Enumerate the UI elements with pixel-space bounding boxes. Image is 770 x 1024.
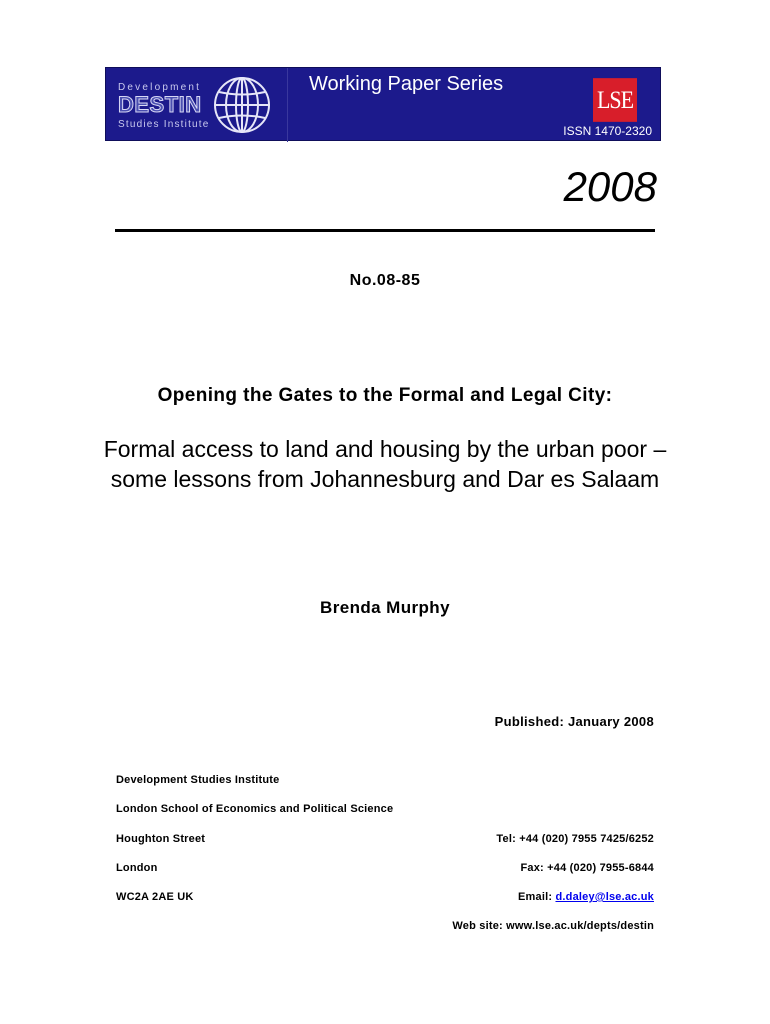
- destin-logo-top-text: Development: [118, 82, 202, 93]
- email-link[interactable]: d.daley@lse.ac.uk: [555, 891, 654, 903]
- globe-icon: [212, 75, 272, 135]
- address-street: Houghton Street: [116, 833, 206, 845]
- contact-fax: Fax: +44 (020) 7955-6844: [520, 862, 654, 874]
- paper-number: No.08-85: [349, 272, 421, 289]
- destin-logo-word: DESTIN: [118, 92, 202, 117]
- contact-email: [518, 891, 654, 903]
- publication-year: 2008: [563, 163, 657, 210]
- lse-logo: LSE: [593, 78, 637, 122]
- issn-number: ISSN 1470-2320: [563, 124, 652, 138]
- paper-title: Opening the Gates to the Formal and Legal City:: [157, 385, 613, 406]
- destin-logo-bottom-text: Studies Institute: [118, 119, 210, 130]
- series-title: Working Paper Series: [309, 73, 504, 95]
- address-city: London: [116, 862, 158, 874]
- destin-logo: [106, 68, 288, 142]
- contact-telephone: Tel: +44 (020) 7955 7425/6252: [496, 833, 654, 845]
- horizontal-divider: [115, 229, 655, 232]
- paper-subtitle: Formal access to land and housing by the urban poor – some lessons from Johannesburg and Dar es Salaam: [103, 436, 667, 492]
- contact-website[interactable]: Web site: www.lse.ac.uk/depts/destin: [452, 920, 654, 932]
- address-school: London School of Economics and Political Science: [116, 803, 394, 815]
- address-postcode: WC2A 2AE UK: [116, 891, 194, 903]
- header-banner: [105, 67, 661, 141]
- contact-email-label: Email:: [518, 891, 556, 903]
- published-date: Published: January 2008: [494, 714, 654, 729]
- author-name: Brenda Murphy: [320, 598, 450, 617]
- address-institute: Development Studies Institute: [116, 774, 280, 786]
